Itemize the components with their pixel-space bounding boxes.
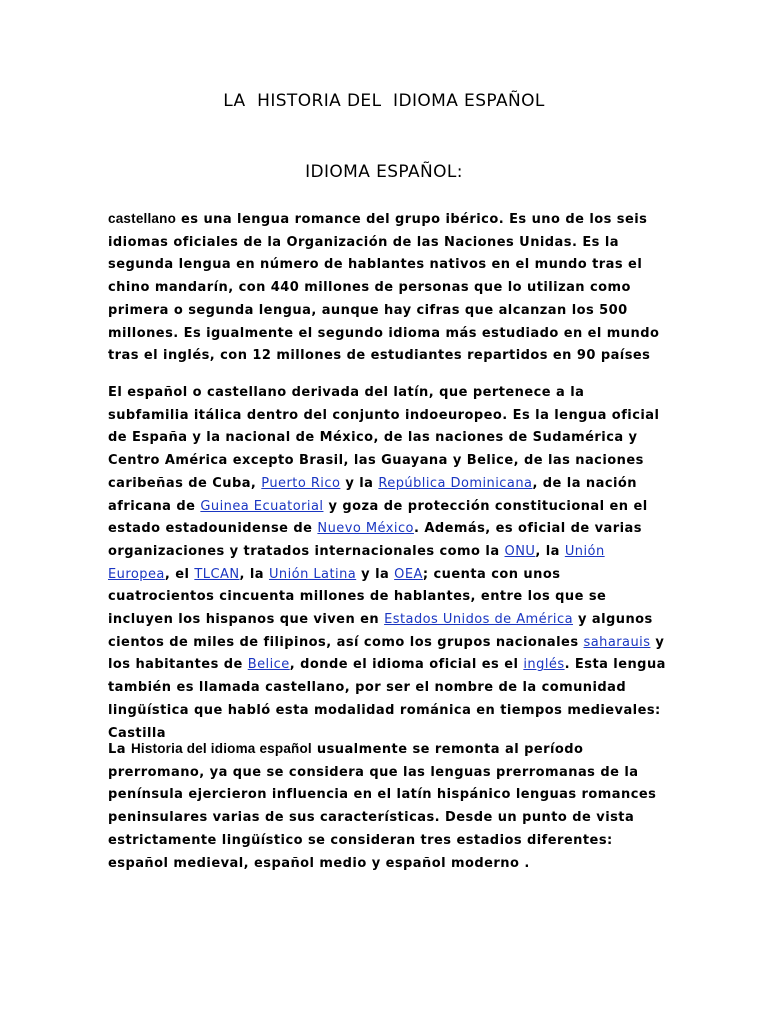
link-nuevo-mexico[interactable]: Nuevo México bbox=[317, 521, 414, 537]
link-onu[interactable]: ONU bbox=[504, 543, 536, 559]
document-title: LA HISTORIA DEL IDIOMA ESPAÑOL bbox=[223, 91, 545, 111]
link-belice[interactable]: Belice bbox=[247, 657, 290, 673]
link-puerto-rico[interactable]: Puerto Rico bbox=[261, 475, 341, 491]
paragraph-2-text: y goza de protección constitucional en el estado estadounidense de bbox=[108, 498, 648, 537]
paragraph-3 bbox=[108, 738, 668, 875]
link-oea[interactable]: OEA bbox=[394, 566, 423, 582]
paragraph-3-text: La bbox=[108, 742, 131, 757]
term-historia: Historia del idioma español bbox=[130, 741, 312, 756]
paragraph-1 bbox=[108, 208, 668, 368]
section-heading: IDIOMA ESPAÑOL: bbox=[305, 162, 463, 182]
paragraph-2-text: y algunos cientos de miles de filipinos, así como los grupos nacionales bbox=[108, 612, 653, 650]
link-union-europea[interactable]: Unión Europea bbox=[108, 543, 605, 582]
paragraph-2 bbox=[108, 382, 668, 745]
paragraph-2-text: . Además, es oficial de varias organizaciones y tratados internacionales como la bbox=[108, 521, 642, 559]
paragraph-2-text: y la bbox=[340, 475, 379, 491]
paragraph-1-text: es una lengua romance del grupo ibérico. Es uno de los seis idiomas oficiales de la Organización de las Naciones Unidas. Es la segunda lengua en número de hablantes nativos en el mundo tras el chino mandarín, con 440 millones de personas que lo utilizan como primera o segunda lengua, aunque hay cifras que alcanzan los 500 millones. Es igualmente el segundo idioma más estudiado en el mundo tras el inglés, con 12 millones de estudiantes repartidos en 90 países bbox=[108, 212, 660, 364]
paragraph-2-text: , la bbox=[535, 543, 565, 559]
paragraph-3-text: usualmente se remonta al período prerromano, ya que se considera que las lenguas prerromanas de la península ejercieron influencia en el latín hispánico lenguas romances peninsulares varias de sus características. Desde un punto de vista estrictamente lingüístico se consideran tres estadios diferentes: español medieval, español medio y español moderno . bbox=[108, 742, 657, 871]
paragraph-2-text: El español o castellano derivada del latín, que pertenece a la subfamilia itálica dentro del conjunto indoeuropeo. Es la lengua oficial de España y la nacional de México, de las naciones de Sudamérica y Centro América excepto Brasil, las Guayana y Belice, de las naciones caribeñas de Cuba, bbox=[108, 385, 660, 491]
link-guinea-ecuatorial[interactable]: Guinea Ecuatorial bbox=[200, 498, 324, 514]
term-castellano: castellano bbox=[108, 211, 177, 226]
link-saharauis[interactable]: saharauis bbox=[583, 634, 651, 650]
paragraph-2-text: , de la nación africana de bbox=[108, 475, 637, 514]
link-tlcan[interactable]: TLCAN bbox=[194, 566, 240, 582]
document-body bbox=[108, 208, 668, 871]
paragraph-2-text: y los habitantes de bbox=[108, 634, 665, 673]
link-ingles[interactable]: inglés bbox=[523, 657, 565, 673]
link-republica-dominicana[interactable]: República Dominicana bbox=[378, 475, 533, 491]
link-estados-unidos[interactable]: Estados Unidos de América bbox=[384, 612, 573, 628]
paragraph-2-text: , donde el idioma oficial es el bbox=[289, 657, 524, 673]
paragraph-2-text: y la bbox=[356, 566, 395, 582]
link-union-latina[interactable]: Unión Latina bbox=[268, 566, 357, 582]
paragraph-2-text: ; cuenta con unos cuatrocientos cincuenta millones de hablantes, entre los que se incluyen los hispanos que viven en bbox=[108, 566, 607, 628]
paragraph-2-text: , la bbox=[239, 566, 269, 582]
paragraph-2-text: , el bbox=[164, 566, 195, 582]
paragraph-2-text: . Esta lengua también es llamada castellano, por ser el nombre de la comunidad lingüística que habló esta modalidad románica en tiempos medievales: Castilla bbox=[108, 657, 666, 741]
